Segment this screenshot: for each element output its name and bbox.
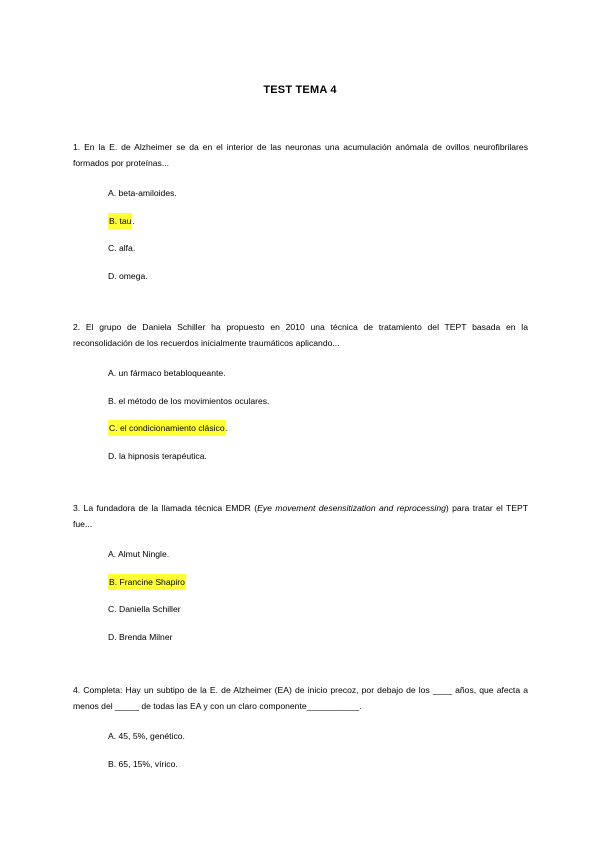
answer-option: B. el método de los movimientos oculares.: [108, 395, 270, 406]
answer-list: [73, 365, 528, 475]
answer-list: [73, 546, 528, 656]
answer-option-correct: C. el condicionamiento clásico.: [108, 420, 528, 448]
answer-option: A. un fármaco betabloqueante.: [108, 368, 226, 378]
answer-option: D. Brenda Milner: [108, 631, 173, 642]
question-4: [73, 682, 528, 783]
answer-option: A. beta-amiloides.: [108, 188, 177, 198]
answer-list: [73, 728, 528, 783]
highlighted-answer: B. tau: [108, 213, 132, 229]
answer-list: [73, 185, 528, 295]
answer-option-correct: [108, 574, 528, 602]
highlighted-answer: C. el condicionamiento clásico: [108, 420, 226, 436]
answer-option: A. 45, 5%, genético.: [108, 731, 185, 741]
page-title: TEST TEMA 4: [263, 84, 337, 96]
answer-option: B. 65, 15%, vírico.: [108, 758, 178, 769]
answer-option: C. alfa.: [108, 243, 136, 253]
question-text: 1. En la E. de Alzheimer se da en el interior de las neuronas una acumulación anómala de ovillos neurofibrilares formados por proteínas...: [73, 142, 528, 168]
answer-option-correct: B. tau.: [108, 213, 528, 241]
question-1: [73, 139, 528, 295]
question-3: [73, 500, 528, 656]
highlighted-answer: B. Francine Shapiro: [108, 574, 186, 590]
question-text: 4. Completa: Hay un subtipo de la E. de Alzheimer (EA) de inicio precoz, por debajo de los ____ años, que afecta a menos del _____ de todas las EA y con un claro componente___________.: [73, 685, 528, 711]
question-text: 2. El grupo de Daniela Schiller ha propuesto en 2010 una técnica de tratamiento del TEPT basada en la reconsolidación de los recuerdos inicialmente traumáticos aplicando...: [73, 322, 528, 348]
question-2: [73, 319, 528, 475]
answer-option: D. omega.: [108, 270, 148, 281]
answer-option: D. la hipnosis terapéutica.: [108, 450, 207, 461]
answer-option: C. Daniella Schiller: [108, 604, 181, 614]
answer-option: A. Almut Ningle.: [108, 549, 170, 559]
question-text: 3. La fundadora de la llamada técnica EMDR (Eye movement desensitization and reprocessing) para tratar el TEPT fue...: [73, 503, 528, 529]
